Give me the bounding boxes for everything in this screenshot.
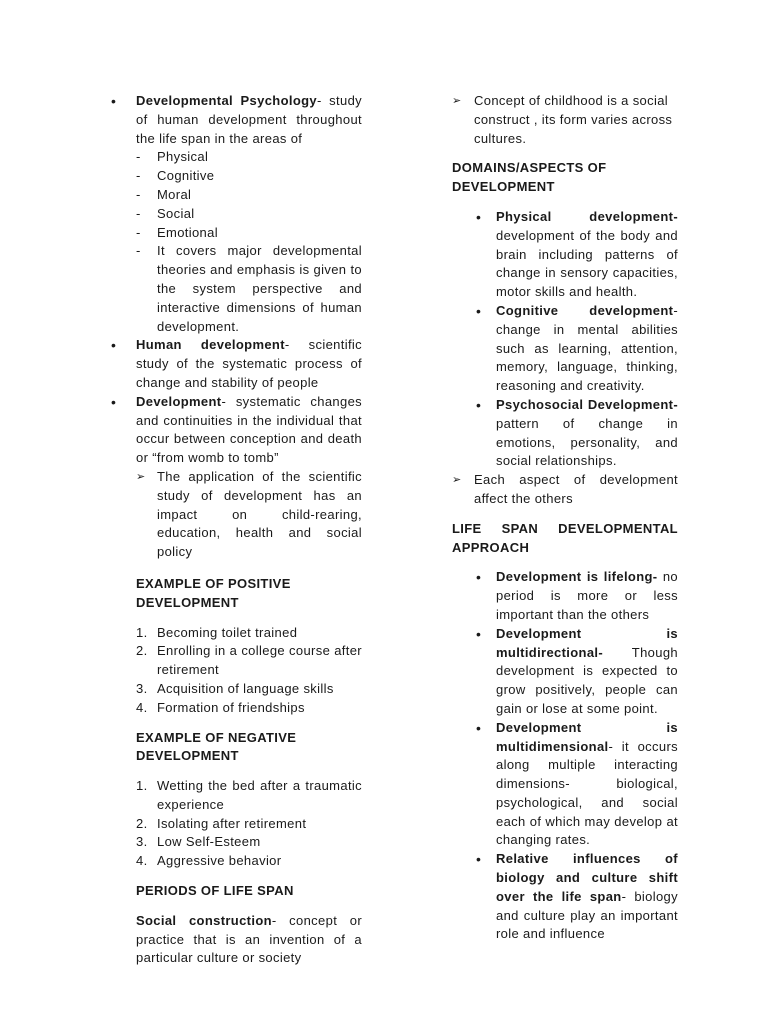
term: Social construction — [136, 912, 272, 928]
term: Cognitive development — [496, 302, 674, 318]
heading-positive: EXAMPLE OF POSITIVE DEVELOPMENT — [136, 575, 291, 610]
area-item: - It covers major developmental theories and emphasis is given to the system perspective and interactive dimensions of human development. — [108, 242, 362, 336]
approach-item — [452, 850, 678, 944]
heading-negative: EXAMPLE OF NEGATIVE DEVELOPMENT — [136, 729, 297, 764]
term: Development is lifelong- — [496, 569, 658, 585]
term: Developmental Psychology — [136, 93, 317, 108]
domain-item — [452, 302, 678, 396]
area-item: - Moral — [108, 186, 362, 205]
definition: no period is more or less important than the others — [496, 569, 678, 622]
negative-item: 1. Wetting the bed after a traumatic experience — [136, 778, 362, 812]
term: Development — [136, 393, 222, 409]
positive-item: 2. Enrolling in a college course after retirement — [136, 643, 362, 678]
term: Human development — [136, 337, 285, 353]
heading-word: LIFE — [452, 520, 482, 536]
area-item: - Social — [108, 205, 362, 224]
bullet-human-development — [108, 336, 362, 392]
bullet-developmental-psychology — [108, 92, 362, 148]
left-column — [108, 92, 362, 968]
definition: - it occurs along multiple interacting dimensions- biological, psychological, and social each of which may develop at changing rates. — [496, 738, 678, 848]
heading-word: SPAN — [501, 520, 539, 536]
heading-domains: DOMAINS/ASPECTS OF DEVELOPMENT — [452, 160, 607, 195]
definition: - systematic changes and continuities in the individual that occur between conception and death or “from womb to tomb” — [136, 393, 362, 466]
area-item: - Emotional — [108, 224, 362, 243]
positive-item: 3. Acquisition of language skills — [136, 680, 334, 696]
arrow-item: ➢ The application of the scientific study of development has an impact on child-rearing, education, health and social policy — [108, 468, 362, 562]
approach-item — [452, 568, 678, 624]
term: Psychosocial Development- — [496, 396, 678, 412]
domain-item — [452, 208, 678, 302]
term: Physical development- — [496, 208, 678, 224]
definition: - change in mental abilities such as learning, attention, memory, language, thinking, reasoning and creativity. — [496, 302, 678, 394]
bullet-development — [108, 393, 362, 468]
heading-approach — [452, 520, 678, 558]
definition: - study of human development throughout the life span in the areas of — [136, 93, 363, 146]
heading-word: DEVELOPMENTAL — [558, 520, 678, 536]
heading-periods: PERIODS OF LIFE SPAN — [136, 883, 294, 899]
definition: - biology and culture play an important role and influence — [496, 888, 678, 942]
right-column — [452, 92, 678, 944]
definition: - concept or practice that is an invention of a particular culture or society — [136, 912, 362, 966]
negative-item: 2. Isolating after retirement — [136, 815, 307, 831]
area-item: - Cognitive — [108, 167, 362, 186]
negative-item: 4. Aggressive behavior — [136, 853, 282, 869]
definition: pattern of change in emotions, personality, and social relationships. — [496, 415, 678, 469]
arrow-item: ➢ Concept of childhood is a social construct , its form varies across cultures. — [452, 92, 678, 148]
positive-item: 4. Formation of friendships — [136, 699, 305, 715]
heading-word: APPROACH — [452, 539, 530, 555]
area-item: - Physical — [108, 148, 362, 167]
definition: - scientific study of the systematic process of change and stability of people — [136, 337, 362, 390]
approach-item — [452, 719, 678, 851]
negative-item: 3. Low Self-Esteem — [136, 834, 261, 850]
term: Development is multidirectional- — [496, 625, 678, 660]
approach-item — [452, 625, 678, 719]
domain-item — [452, 396, 678, 471]
definition: Though development is expected to grow positively, people can gain or lose at some point. — [496, 644, 678, 716]
social-construction — [136, 912, 362, 968]
positive-item: 1. Becoming toilet trained — [136, 624, 298, 640]
term: Development is multidimensional — [496, 719, 678, 754]
definition: development of the body and brain including patterns of change in sensory capacities, motor skills and health. — [496, 227, 678, 300]
term: Relative influences of biology and culture shift over the life span — [496, 851, 678, 904]
arrow-item: ➢ Each aspect of development affect the others — [452, 471, 678, 509]
